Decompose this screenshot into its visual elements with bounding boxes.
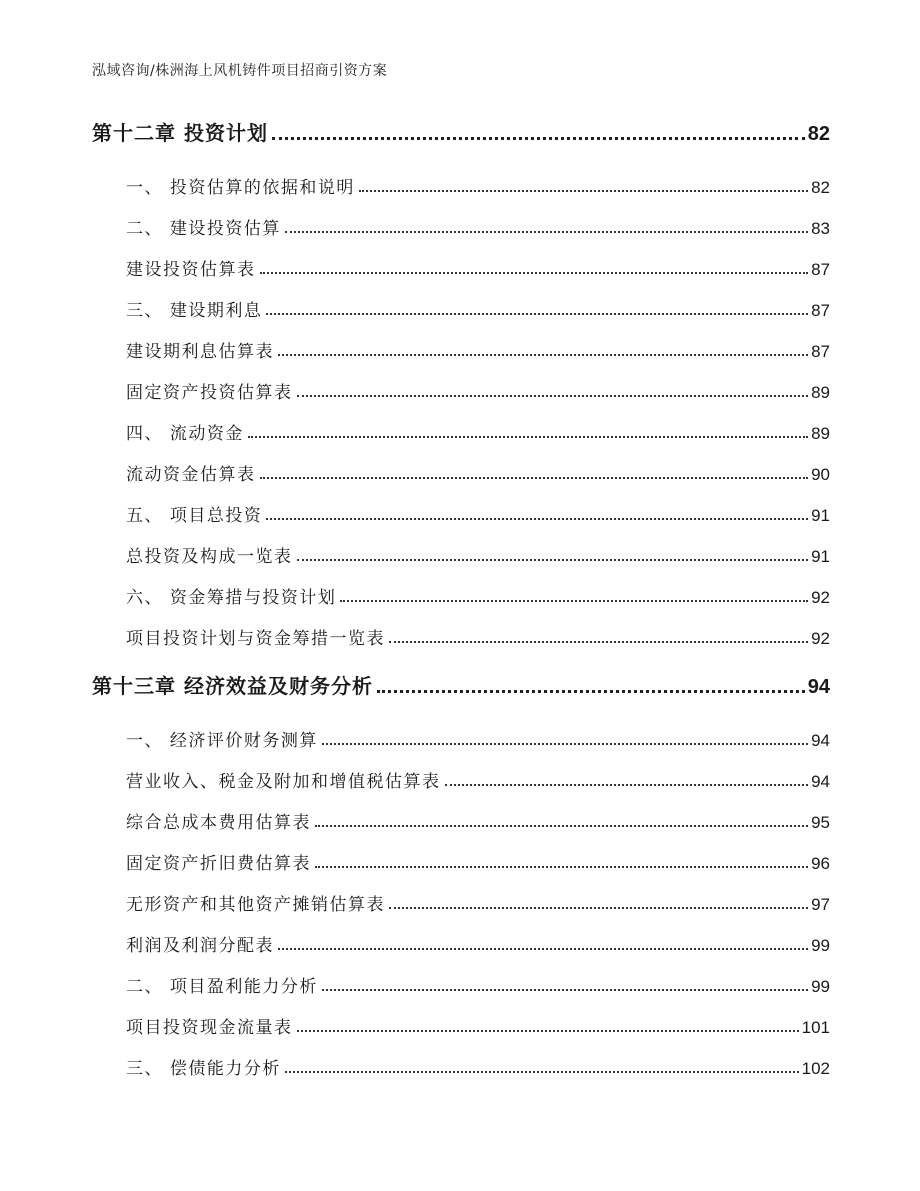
toc-entry[interactable] bbox=[126, 582, 830, 608]
toc-entry-page-number: 97 bbox=[811, 895, 830, 914]
toc-entry[interactable] bbox=[126, 766, 830, 792]
dot-leader bbox=[315, 825, 808, 827]
toc-entry-page-number: 99 bbox=[811, 936, 830, 955]
dot-leader bbox=[340, 600, 808, 602]
toc-entry-title: 建设期利息估算表 bbox=[126, 342, 274, 362]
toc-entry-title: 第十三章 经济效益及财务分析 bbox=[92, 674, 373, 698]
toc-entry[interactable] bbox=[126, 459, 830, 485]
toc-entry-page-number: 82 bbox=[811, 178, 830, 197]
toc-entry[interactable] bbox=[126, 807, 830, 833]
toc-entry[interactable] bbox=[126, 623, 830, 649]
toc-entry-title: 综合总成本费用估算表 bbox=[126, 813, 311, 833]
dot-leader bbox=[322, 989, 808, 991]
toc-entry-page-number: 90 bbox=[811, 465, 830, 484]
toc-entry-title: 流动资金估算表 bbox=[126, 465, 256, 485]
toc-chapter-entry[interactable] bbox=[92, 673, 830, 699]
toc-entry-page-number: 102 bbox=[801, 1059, 830, 1078]
dot-leader bbox=[285, 1071, 799, 1073]
dot-leader bbox=[445, 784, 809, 786]
toc-entry-title: 项目投资现金流量表 bbox=[126, 1018, 293, 1038]
toc-entry[interactable] bbox=[126, 1053, 830, 1079]
toc-entry-page-number: 87 bbox=[811, 342, 830, 361]
toc-entry[interactable] bbox=[126, 848, 830, 874]
dot-leader bbox=[266, 313, 808, 315]
toc-entry[interactable] bbox=[126, 1012, 830, 1038]
dot-leader bbox=[248, 436, 808, 438]
dot-leader bbox=[377, 690, 805, 693]
toc-entry[interactable] bbox=[126, 336, 830, 362]
toc-entry-title: 三、 建设期利息 bbox=[126, 301, 263, 321]
toc-entry-title: 固定资产投资估算表 bbox=[126, 383, 293, 403]
toc-chapter-entry[interactable] bbox=[92, 120, 830, 146]
toc-entry-page-number: 87 bbox=[811, 260, 830, 279]
dot-leader bbox=[260, 477, 809, 479]
toc-entry-page-number: 89 bbox=[811, 383, 830, 402]
dot-leader bbox=[266, 518, 808, 520]
toc-entry-title: 二、 项目盈利能力分析 bbox=[126, 977, 318, 997]
toc-entry[interactable] bbox=[126, 930, 830, 956]
toc-entry-title: 固定资产折旧费估算表 bbox=[126, 854, 311, 874]
toc-entry[interactable] bbox=[126, 725, 830, 751]
toc-entry[interactable] bbox=[126, 889, 830, 915]
dot-leader bbox=[389, 907, 808, 909]
dot-leader bbox=[359, 190, 808, 192]
toc-entry-page-number: 83 bbox=[811, 219, 830, 238]
toc-entry[interactable] bbox=[126, 541, 830, 567]
toc-entry-title: 四、 流动资金 bbox=[126, 424, 244, 444]
toc-entry[interactable] bbox=[126, 295, 830, 321]
toc-entry[interactable] bbox=[126, 172, 830, 198]
dot-leader bbox=[315, 866, 808, 868]
toc-entry-title: 项目投资计划与资金筹措一览表 bbox=[126, 629, 385, 649]
toc-entry-page-number: 94 bbox=[811, 772, 830, 791]
toc-entry-page-number: 95 bbox=[811, 813, 830, 832]
dot-leader bbox=[297, 1030, 799, 1032]
toc-entry-page-number: 94 bbox=[807, 676, 830, 698]
running-header: 泓域咨询/株洲海上风机铸件项目招商引资方案 bbox=[92, 63, 388, 79]
toc-entry-page-number: 91 bbox=[811, 506, 830, 525]
toc-entry-title: 二、 建设投资估算 bbox=[126, 219, 281, 239]
toc-entry-page-number: 94 bbox=[811, 731, 830, 750]
dot-leader bbox=[389, 641, 808, 643]
toc-entry-page-number: 92 bbox=[811, 629, 830, 648]
toc-entry-page-number: 92 bbox=[811, 588, 830, 607]
toc-entry-title: 总投资及构成一览表 bbox=[126, 547, 293, 567]
toc-entry[interactable] bbox=[126, 213, 830, 239]
dot-leader bbox=[297, 559, 809, 561]
toc-entry-title: 六、 资金筹措与投资计划 bbox=[126, 588, 337, 608]
dot-leader bbox=[297, 395, 809, 397]
toc-entry-page-number: 82 bbox=[807, 123, 830, 145]
toc-entry[interactable] bbox=[126, 500, 830, 526]
toc-entry-title: 三、 偿债能力分析 bbox=[126, 1059, 281, 1079]
toc-entry-title: 利润及利润分配表 bbox=[126, 936, 274, 956]
toc-entry[interactable] bbox=[126, 254, 830, 280]
toc-entry-page-number: 96 bbox=[811, 854, 830, 873]
dot-leader bbox=[278, 948, 808, 950]
toc-entry-page-number: 101 bbox=[801, 1018, 830, 1037]
dot-leader bbox=[285, 231, 808, 233]
toc-entry-page-number: 89 bbox=[811, 424, 830, 443]
toc-entry[interactable] bbox=[126, 971, 830, 997]
dot-leader bbox=[260, 272, 809, 274]
toc-entry[interactable] bbox=[126, 377, 830, 403]
dot-leader bbox=[322, 743, 808, 745]
dot-leader bbox=[278, 354, 808, 356]
toc-entry-title: 一、 经济评价财务测算 bbox=[126, 731, 318, 751]
toc-entry-title: 一、 投资估算的依据和说明 bbox=[126, 178, 355, 198]
toc-entry-title: 无形资产和其他资产摊销估算表 bbox=[126, 895, 385, 915]
toc-entry[interactable] bbox=[126, 418, 830, 444]
toc-entry-page-number: 87 bbox=[811, 301, 830, 320]
toc-entry-page-number: 99 bbox=[811, 977, 830, 996]
toc-entry-title: 建设投资估算表 bbox=[126, 260, 256, 280]
toc-entry-title: 五、 项目总投资 bbox=[126, 506, 263, 526]
toc-entry-title: 营业收入、税金及附加和增值税估算表 bbox=[126, 772, 441, 792]
toc-entry-title: 第十二章 投资计划 bbox=[92, 121, 268, 145]
toc-entry-page-number: 91 bbox=[811, 547, 830, 566]
dot-leader bbox=[272, 137, 805, 140]
